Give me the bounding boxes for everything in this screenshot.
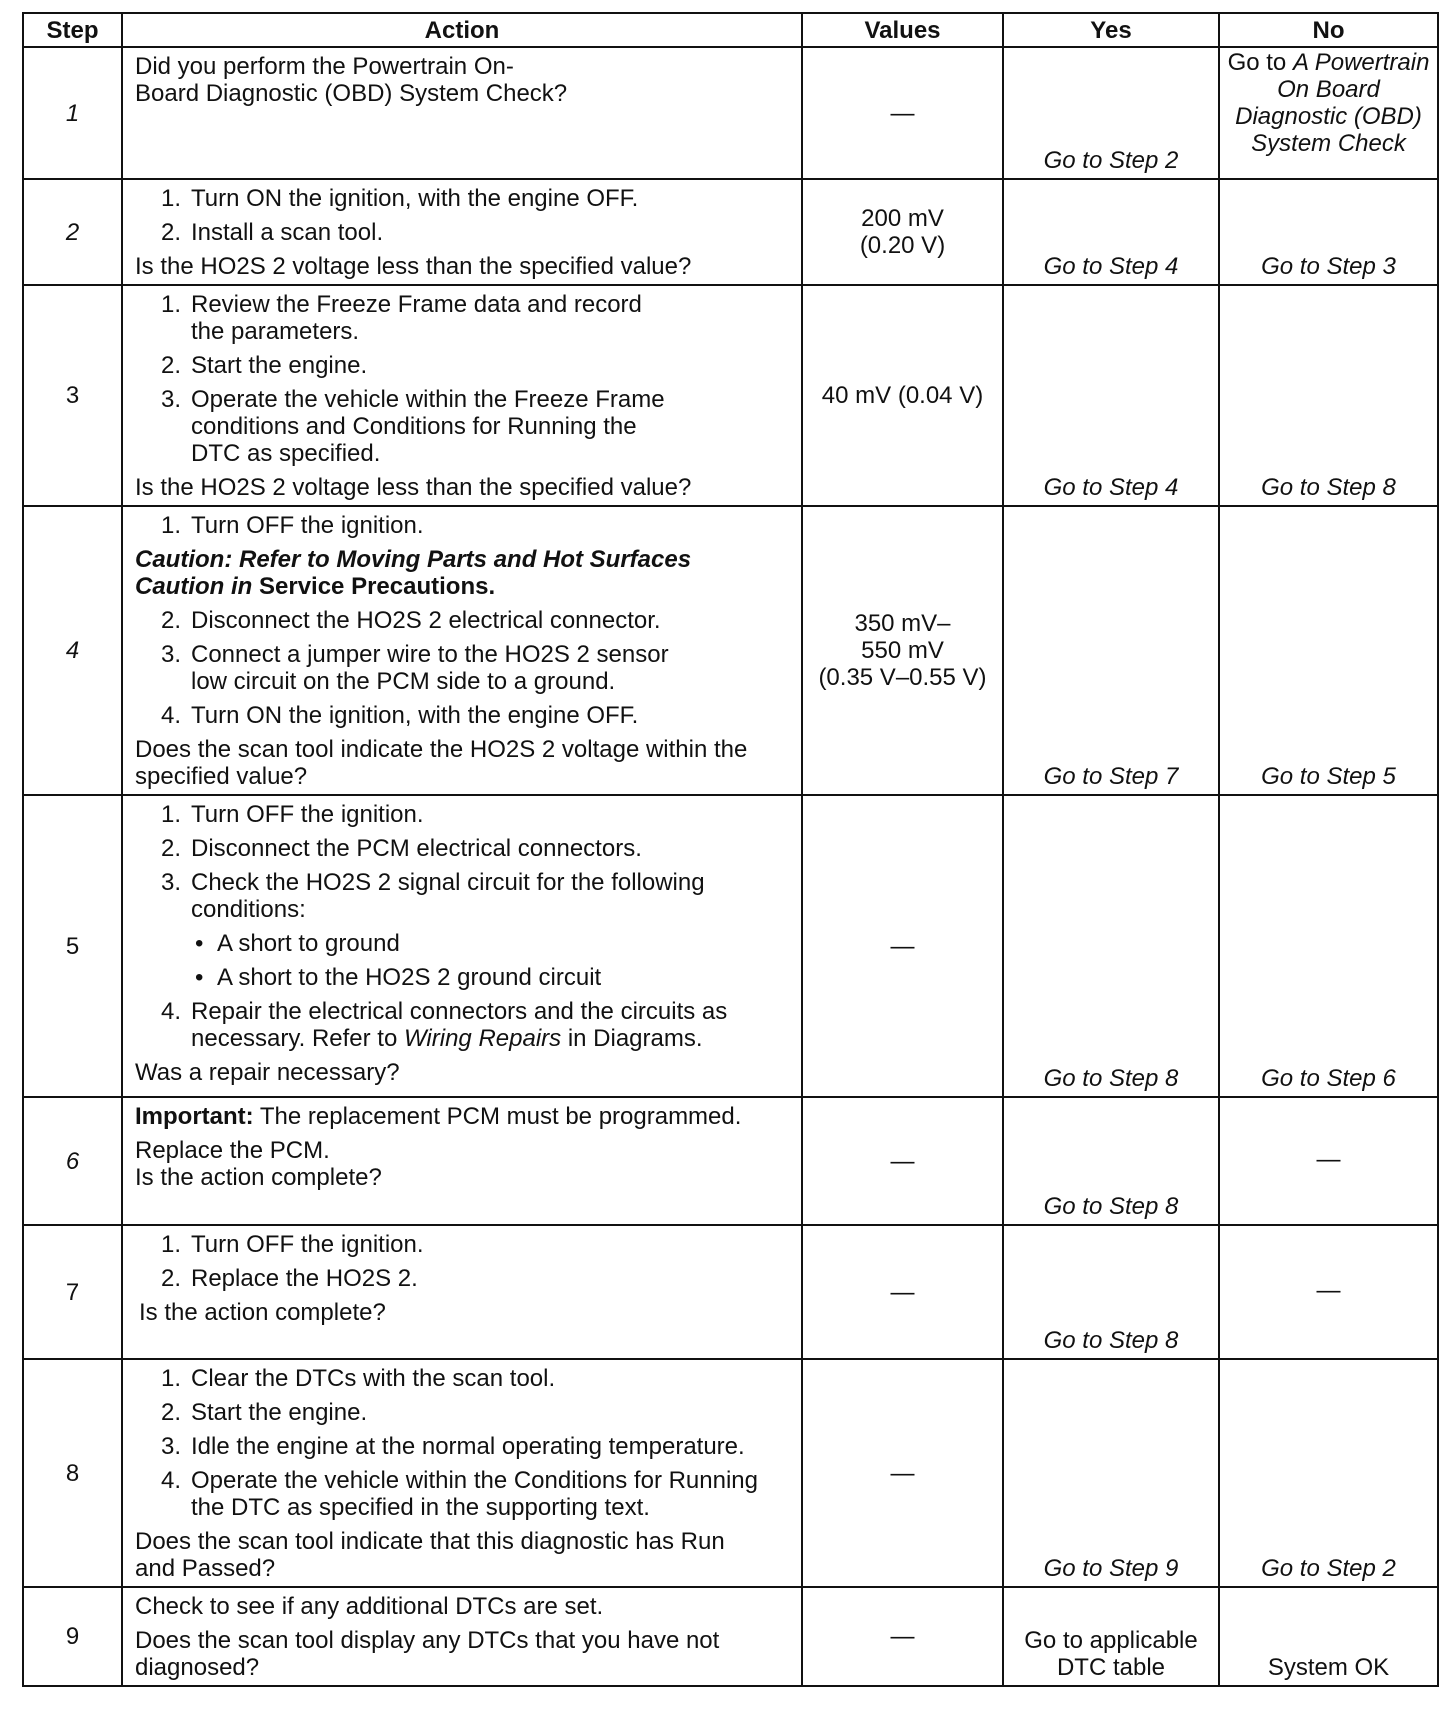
question-text: Is the action complete?	[139, 1299, 386, 1326]
no-cell	[1219, 179, 1438, 285]
step-number: 4	[23, 506, 122, 795]
list-item: 2. Replace the HO2S 2.	[160, 1265, 418, 1292]
step-number: 8	[23, 1359, 122, 1587]
no-cell	[1219, 795, 1438, 1097]
yes-goto-link[interactable]: Go to applicable	[1024, 1627, 1198, 1654]
no-cell	[1219, 285, 1438, 506]
values-cell: —	[802, 47, 1003, 179]
question-text: Was a repair necessary?	[135, 1059, 400, 1086]
yes-goto-link[interactable]: Go to Step 2	[1043, 147, 1179, 174]
values-cell: —	[802, 1587, 1003, 1686]
values-cell: 350 mV– 550 mV (0.35 V–0.55 V)	[802, 506, 1003, 795]
yes-goto-link[interactable]: Go to Step 9	[1043, 1555, 1179, 1582]
no-cell	[1219, 1587, 1438, 1686]
yes-cell	[1003, 1097, 1219, 1225]
values-cell: —	[802, 1225, 1003, 1359]
question-text: Does the scan tool indicate that this diagnostic has Run and Passed?	[135, 1528, 725, 1582]
question-text: Did you perform the Powertrain On-Board Diagnostic (OBD) System Check?	[135, 53, 568, 107]
diagnostic-table-container	[22, 12, 1439, 1687]
diagnostic-table	[22, 12, 1439, 1687]
yes-cell	[1003, 1587, 1219, 1686]
list-item: 1. Turn OFF the ignition.	[160, 1231, 424, 1258]
no-goto-link[interactable]: Go to Step 5	[1261, 763, 1396, 790]
step-number: 6	[23, 1097, 122, 1225]
action-cell	[122, 285, 802, 506]
list-item: 3. Check the HO2S 2 signal circuit for the following conditions:	[160, 869, 705, 923]
action-cell	[122, 179, 802, 285]
header-yes: Yes	[1003, 13, 1219, 47]
header-no: No	[1219, 13, 1438, 47]
yes-goto-link[interactable]: Go to Step 8	[1043, 1327, 1179, 1354]
bullet-item: • A short to ground	[195, 930, 400, 957]
yes-cell	[1003, 1359, 1219, 1587]
question-text: Is the HO2S 2 voltage less than the specified value?	[135, 253, 692, 280]
step-number: 3	[23, 285, 122, 506]
action-cell	[122, 1225, 802, 1359]
no-goto-prefix: Go to	[1227, 49, 1293, 76]
question-text: Is the HO2S 2 voltage less than the specified value?	[135, 474, 692, 501]
yes-goto-link[interactable]: Go to Step 4	[1043, 474, 1179, 501]
no-goto-link[interactable]: Go to Step 3	[1261, 253, 1396, 280]
no-goto-link[interactable]: Go to Step 8	[1261, 474, 1396, 501]
question-text: Is the action complete?	[135, 1164, 382, 1191]
important-note: Important: The replacement PCM must be programmed.	[135, 1103, 742, 1130]
list-item: 3. Connect a jumper wire to the HO2S 2 sensor low circuit on the PCM side to a ground.	[160, 641, 669, 695]
values-cell: —	[802, 1359, 1003, 1587]
step-number: 1	[23, 47, 122, 179]
yes-goto-link[interactable]: Go to Step 8	[1043, 1065, 1179, 1092]
yes-cell	[1003, 1225, 1219, 1359]
table-row-step-9	[23, 1587, 1438, 1686]
values-cell: —	[802, 795, 1003, 1097]
yes-cell	[1003, 47, 1219, 179]
list-item: 2. Start the engine.	[160, 352, 368, 379]
table-row-step-8	[23, 1359, 1438, 1587]
yes-goto-link[interactable]: Go to Step 8	[1043, 1193, 1179, 1220]
action-cell	[122, 795, 802, 1097]
action-cell	[122, 47, 802, 179]
step-number: 2	[23, 179, 122, 285]
instruction-text: Replace the PCM.	[135, 1137, 330, 1164]
no-cell: —	[1219, 1097, 1438, 1225]
caution-note: Caution: Refer to Moving Parts and Hot Surfaces Caution in Service Precautions.	[135, 546, 692, 600]
header-values: Values	[802, 13, 1003, 47]
no-cell: —	[1219, 1225, 1438, 1359]
header-step: Step	[23, 13, 122, 47]
step-number: 9	[23, 1587, 122, 1686]
yes-cell	[1003, 179, 1219, 285]
no-result-text: System OK	[1267, 1654, 1390, 1681]
action-cell	[122, 1587, 802, 1686]
table-row-step-4	[23, 506, 1438, 795]
list-item: 4. Repair the electrical connectors and the circuits as necessary. Refer to Wiring Repairs in Diagrams.	[160, 998, 728, 1052]
list-item: 4. Operate the vehicle within the Conditions for Running the DTC as specified in the supporting text.	[160, 1467, 758, 1521]
action-cell	[122, 1097, 802, 1225]
list-item: 1. Review the Freeze Frame data and record the parameters.	[160, 291, 642, 345]
list-item: 3. Operate the vehicle within the Freeze Frame conditions and Conditions for Running the DTC as specified.	[160, 386, 665, 467]
yes-cell	[1003, 795, 1219, 1097]
no-goto-link[interactable]: Go to Step 6	[1261, 1065, 1396, 1092]
values-cell: 200 mV (0.20 V)	[802, 179, 1003, 285]
action-cell	[122, 1359, 802, 1587]
table-row-step-6	[23, 1097, 1438, 1225]
list-item: 1. Turn OFF the ignition.	[160, 801, 424, 828]
list-item: 2. Disconnect the HO2S 2 electrical connector.	[160, 607, 661, 634]
no-cell	[1219, 1359, 1438, 1587]
table-row-step-5	[23, 795, 1438, 1097]
list-item: 1. Clear the DTCs with the scan tool.	[160, 1365, 556, 1392]
list-item: 2. Start the engine.	[160, 1399, 368, 1426]
table-row-step-2	[23, 179, 1438, 285]
values-cell: 40 mV (0.04 V)	[802, 285, 1003, 506]
list-item: 2. Disconnect the PCM electrical connectors.	[160, 835, 642, 862]
list-item: 4. Turn ON the ignition, with the engine OFF.	[160, 702, 639, 729]
table-row-step-7	[23, 1225, 1438, 1359]
table-row-step-3	[23, 285, 1438, 506]
list-item: 3. Idle the engine at the normal operating temperature.	[160, 1433, 745, 1460]
question-text: Does the scan tool display any DTCs that you have not diagnosed?	[135, 1627, 720, 1681]
yes-goto-link[interactable]: Go to Step 4	[1043, 253, 1179, 280]
no-cell	[1219, 47, 1438, 179]
list-item: 1. Turn OFF the ignition.	[160, 512, 424, 539]
step-number: 5	[23, 795, 122, 1097]
action-cell	[122, 506, 802, 795]
header-row	[23, 13, 1438, 47]
table-row-step-1	[23, 47, 1438, 179]
list-item: 2. Install a scan tool.	[160, 219, 384, 246]
yes-goto-link[interactable]: Go to Step 7	[1043, 763, 1179, 790]
header-action: Action	[122, 13, 802, 47]
yes-cell	[1003, 506, 1219, 795]
wiring-repairs-link[interactable]: Wiring Repairs	[403, 1025, 562, 1052]
values-cell: —	[802, 1097, 1003, 1225]
bullet-item: • A short to the HO2S 2 ground circuit	[195, 964, 602, 991]
no-goto-link[interactable]: Go to Step 2	[1261, 1555, 1396, 1582]
no-cell	[1219, 506, 1438, 795]
step-number: 7	[23, 1225, 122, 1359]
no-goto-link[interactable]: A Powertrain On Board Diagnostic (OBD) System Check	[1235, 49, 1430, 157]
question-text: Does the scan tool indicate the HO2S 2 voltage within the specified value?	[135, 736, 748, 790]
yes-cell	[1003, 285, 1219, 506]
instruction-text: Check to see if any additional DTCs are set.	[135, 1593, 604, 1620]
list-item: 1. Turn ON the ignition, with the engine OFF.	[160, 185, 639, 212]
yes-goto-link-line2[interactable]: DTC table	[1056, 1654, 1166, 1681]
